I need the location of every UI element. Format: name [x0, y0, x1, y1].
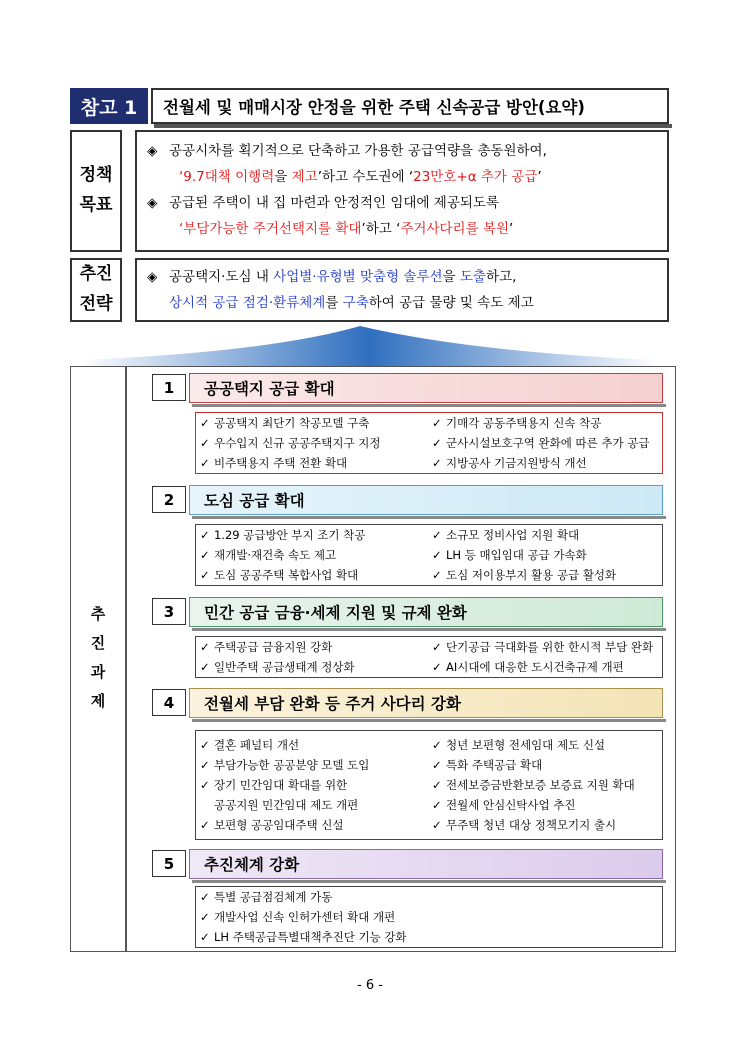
quote-mark: ‘ — [179, 221, 184, 237]
strategy-text: 공공택지·도심 내 — [169, 269, 274, 285]
item-text: 청년 보편형 전세임대 제도 신설 — [446, 738, 606, 752]
strategy-line — [147, 264, 659, 290]
check-icon: ✓ — [432, 778, 442, 792]
check-icon: ✓ — [200, 568, 210, 582]
highlight-text: 23만호+α 추가 공급 — [413, 169, 538, 185]
policy-goal-label — [70, 130, 122, 252]
list-item — [426, 527, 658, 543]
check-icon: ✓ — [432, 738, 442, 752]
policy-goal-line — [147, 216, 659, 242]
item-text: 부담가능한 공공분양 모델 도입 — [214, 758, 370, 772]
item-text: AI시대에 대응한 도시건축규제 개편 — [446, 660, 624, 674]
task-title: 공공택지 공급 확대 — [189, 373, 663, 403]
check-icon: ✓ — [200, 548, 210, 562]
list-item — [426, 455, 658, 471]
list-item — [426, 659, 658, 675]
task-item-row — [196, 775, 662, 795]
list-item — [426, 435, 658, 451]
task-item-row — [196, 907, 662, 927]
list-item — [426, 567, 658, 583]
list-item — [426, 797, 658, 813]
policy-goal-line — [147, 190, 659, 216]
check-icon: ✓ — [200, 910, 210, 924]
page-title: 전월세 및 매매시장 안정을 위한 주택 신속공급 방안(요약) — [151, 88, 669, 124]
strategy-text: 을 — [442, 269, 460, 285]
task-item-row — [196, 887, 662, 907]
list-item — [426, 547, 658, 563]
item-text: 도심 저이용부지 활용 공급 활성화 — [446, 568, 617, 582]
reference-tag: 참고 1 — [70, 88, 148, 124]
policy-goal-text: 을 — [274, 169, 292, 185]
list-item — [426, 757, 658, 773]
item-text: LH 등 매입임대 공급 가속화 — [446, 548, 587, 562]
list-item — [196, 929, 660, 945]
list-item — [196, 909, 660, 925]
item-text: 전세보증금반환보증 보증료 지원 확대 — [446, 778, 635, 792]
check-icon: ✓ — [432, 640, 442, 654]
item-text: 일반주택 공급생태계 정상화 — [214, 660, 355, 674]
list-item — [196, 639, 426, 655]
check-icon: ✓ — [200, 660, 210, 674]
check-icon: ✓ — [200, 528, 210, 542]
check-icon: ✓ — [200, 930, 210, 944]
item-text: 보편형 공공임대주택 신설 — [214, 818, 344, 832]
task-item-row — [196, 413, 662, 433]
highlight-text: 구축 — [342, 295, 369, 311]
check-icon: ✓ — [432, 818, 442, 832]
list-item — [426, 415, 658, 431]
policy-goal-label-line2: 목표 — [79, 195, 113, 215]
check-icon: ✓ — [200, 818, 210, 832]
task-number: 2 — [152, 486, 186, 513]
item-text: 1.29 공급방안 부지 조기 착공 — [214, 528, 366, 542]
policy-goal-text: ’ — [537, 169, 542, 185]
item-text: 결혼 페널티 개선 — [214, 738, 300, 752]
list-item — [196, 527, 426, 543]
title-shadow — [192, 719, 666, 722]
item-text: 기매각 공동주택용지 신속 착공 — [446, 416, 602, 430]
check-icon: ✓ — [432, 456, 442, 470]
tasks-label-char: 과 — [90, 663, 106, 681]
list-item — [196, 797, 426, 813]
highlight-text: 상시적 공급 점검·환류체계 — [169, 295, 326, 311]
highlight-text: 9.7대책 이행력 — [183, 169, 275, 185]
check-icon: ✓ — [432, 568, 442, 582]
policy-goal-line — [147, 164, 659, 190]
item-text: 장기 민간임대 확대를 위한 — [214, 778, 348, 792]
policy-goal-text: 공공시차를 획기적으로 단축하고 가용한 공급역량을 총동원하여, — [169, 143, 547, 159]
task-item-row — [196, 735, 662, 755]
check-icon: ✓ — [432, 758, 442, 772]
tasks-label-char: 진 — [90, 634, 106, 652]
list-item — [196, 435, 426, 451]
item-text: LH 주택공급특별대책추진단 기능 강화 — [214, 930, 407, 944]
task-items — [195, 730, 663, 840]
policy-goal-box — [135, 130, 669, 252]
strategy-label-line2: 전략 — [79, 294, 113, 314]
list-item — [196, 455, 426, 471]
highlight-text: 사업별·유형별 맞춤형 솔루션 — [273, 269, 443, 285]
list-item — [196, 567, 426, 583]
item-text: 우수입지 신규 공공주택지구 지정 — [214, 436, 381, 450]
task-item-row — [196, 453, 662, 473]
strategy-label — [70, 258, 122, 322]
list-item — [196, 777, 426, 793]
item-text: 특화 주택공급 확대 — [446, 758, 543, 772]
policy-goal-text: ’하고 수도권에 ‘ — [317, 169, 414, 185]
title-shadow — [154, 124, 672, 128]
task-item-row — [196, 565, 662, 585]
task-item-row — [196, 815, 662, 835]
check-icon: ✓ — [200, 890, 210, 904]
list-item — [196, 889, 660, 905]
item-text: 개발사업 신속 인허가센터 확대 개편 — [214, 910, 396, 924]
title-shadow — [192, 628, 666, 631]
highlight-text: 도출 — [459, 269, 486, 285]
item-text: 무주택 청년 대상 정책모기지 출시 — [446, 818, 617, 832]
item-text: 단기공급 극대화를 위한 한시적 부담 완화 — [446, 640, 654, 654]
item-text: 공공지원 민간임대 제도 개편 — [214, 798, 359, 812]
check-icon: ✓ — [200, 640, 210, 654]
strategy-text: 하고, — [485, 269, 517, 285]
title-shadow — [192, 404, 666, 407]
check-icon: ✓ — [200, 416, 210, 430]
diamond-bullet-icon: ◈ — [147, 143, 158, 159]
item-text: 도심 공공주택 복합사업 확대 — [214, 568, 359, 582]
highlight-text: 부담가능한 주거선택지를 확대 — [183, 221, 362, 237]
task-items — [195, 886, 663, 948]
list-item — [426, 737, 658, 753]
task-items — [195, 412, 663, 474]
list-item — [196, 659, 426, 675]
strategy-label-line1: 추진 — [79, 264, 113, 285]
check-icon: ✓ — [432, 416, 442, 430]
task-items — [195, 524, 663, 586]
check-icon: ✓ — [432, 528, 442, 542]
task-title: 추진체계 강화 — [189, 849, 663, 879]
task-number: 3 — [152, 598, 186, 625]
task-number: 1 — [152, 374, 186, 401]
check-icon: ✓ — [432, 660, 442, 674]
policy-goal-text: 공급된 주택이 내 집 마련과 안정적인 임대에 제공되도록 — [169, 195, 499, 211]
highlight-text: 주거사다리를 복원 — [400, 221, 510, 237]
page-number: - 6 - — [357, 978, 383, 993]
arrow-band-icon — [70, 322, 668, 366]
item-text: 지방공사 기금지원방식 개선 — [446, 456, 587, 470]
item-text: 군사시설보호구역 완화에 따른 추가 공급 — [446, 436, 650, 450]
strategy-text: 를 — [325, 295, 343, 311]
item-text: 주택공급 금융지원 강화 — [214, 640, 333, 654]
title-shadow — [192, 516, 666, 519]
tasks-side-label — [70, 600, 126, 716]
task-item-row — [196, 637, 662, 657]
list-item — [196, 547, 426, 563]
check-icon: ✓ — [200, 778, 210, 792]
item-text: 전월세 안심신탁사업 추진 — [446, 798, 576, 812]
task-item-row — [196, 525, 662, 545]
diamond-bullet-icon: ◈ — [147, 269, 158, 285]
policy-goal-text: ’하고 ‘ — [361, 221, 401, 237]
item-text: 재개발·재건축 속도 제고 — [214, 548, 337, 562]
policy-goal-label-line1: 정책 — [79, 165, 113, 186]
item-text: 공공택지 최단기 착공모델 구축 — [214, 416, 370, 430]
policy-goal-text: ’ — [509, 221, 514, 237]
task-item-row — [196, 795, 662, 815]
task-number: 5 — [152, 850, 186, 877]
item-text: 특별 공급점검체계 가동 — [214, 890, 333, 904]
list-item — [196, 415, 426, 431]
title-shadow — [192, 880, 666, 883]
task-item-row — [196, 433, 662, 453]
quote-mark: ‘ — [179, 169, 184, 185]
list-item — [426, 639, 658, 655]
check-icon: ✓ — [432, 436, 442, 450]
strategy-box — [135, 258, 669, 322]
task-title: 도심 공급 확대 — [189, 485, 663, 515]
diamond-bullet-icon: ◈ — [147, 195, 158, 211]
list-item — [196, 737, 426, 753]
tasks-label-char: 제 — [90, 692, 106, 710]
strategy-text: 하여 공급 물량 및 속도 제고 — [368, 295, 534, 311]
policy-goal-line — [147, 138, 659, 164]
list-item — [196, 817, 426, 833]
list-item — [426, 817, 658, 833]
check-icon: ✓ — [200, 456, 210, 470]
strategy-line — [147, 290, 659, 316]
check-icon: ✓ — [432, 548, 442, 562]
check-icon: ✓ — [432, 798, 442, 812]
item-text: 비주택용지 주택 전환 확대 — [214, 456, 348, 470]
check-icon: ✓ — [200, 738, 210, 752]
task-item-row — [196, 927, 662, 947]
highlight-text: 제고 — [291, 169, 318, 185]
task-items — [195, 636, 663, 678]
task-title: 민간 공급 금융·세제 지원 및 규제 완화 — [189, 597, 663, 627]
task-item-row — [196, 755, 662, 775]
tasks-label-char: 추 — [90, 605, 106, 623]
item-text: 소규모 정비사업 지원 확대 — [446, 528, 580, 542]
list-item — [196, 757, 426, 773]
task-item-row — [196, 657, 662, 677]
task-item-row — [196, 545, 662, 565]
task-number: 4 — [152, 689, 186, 716]
list-item — [426, 777, 658, 793]
check-icon: ✓ — [200, 436, 210, 450]
task-title: 전월세 부담 완화 등 주거 사다리 강화 — [189, 688, 663, 718]
check-icon: ✓ — [200, 758, 210, 772]
